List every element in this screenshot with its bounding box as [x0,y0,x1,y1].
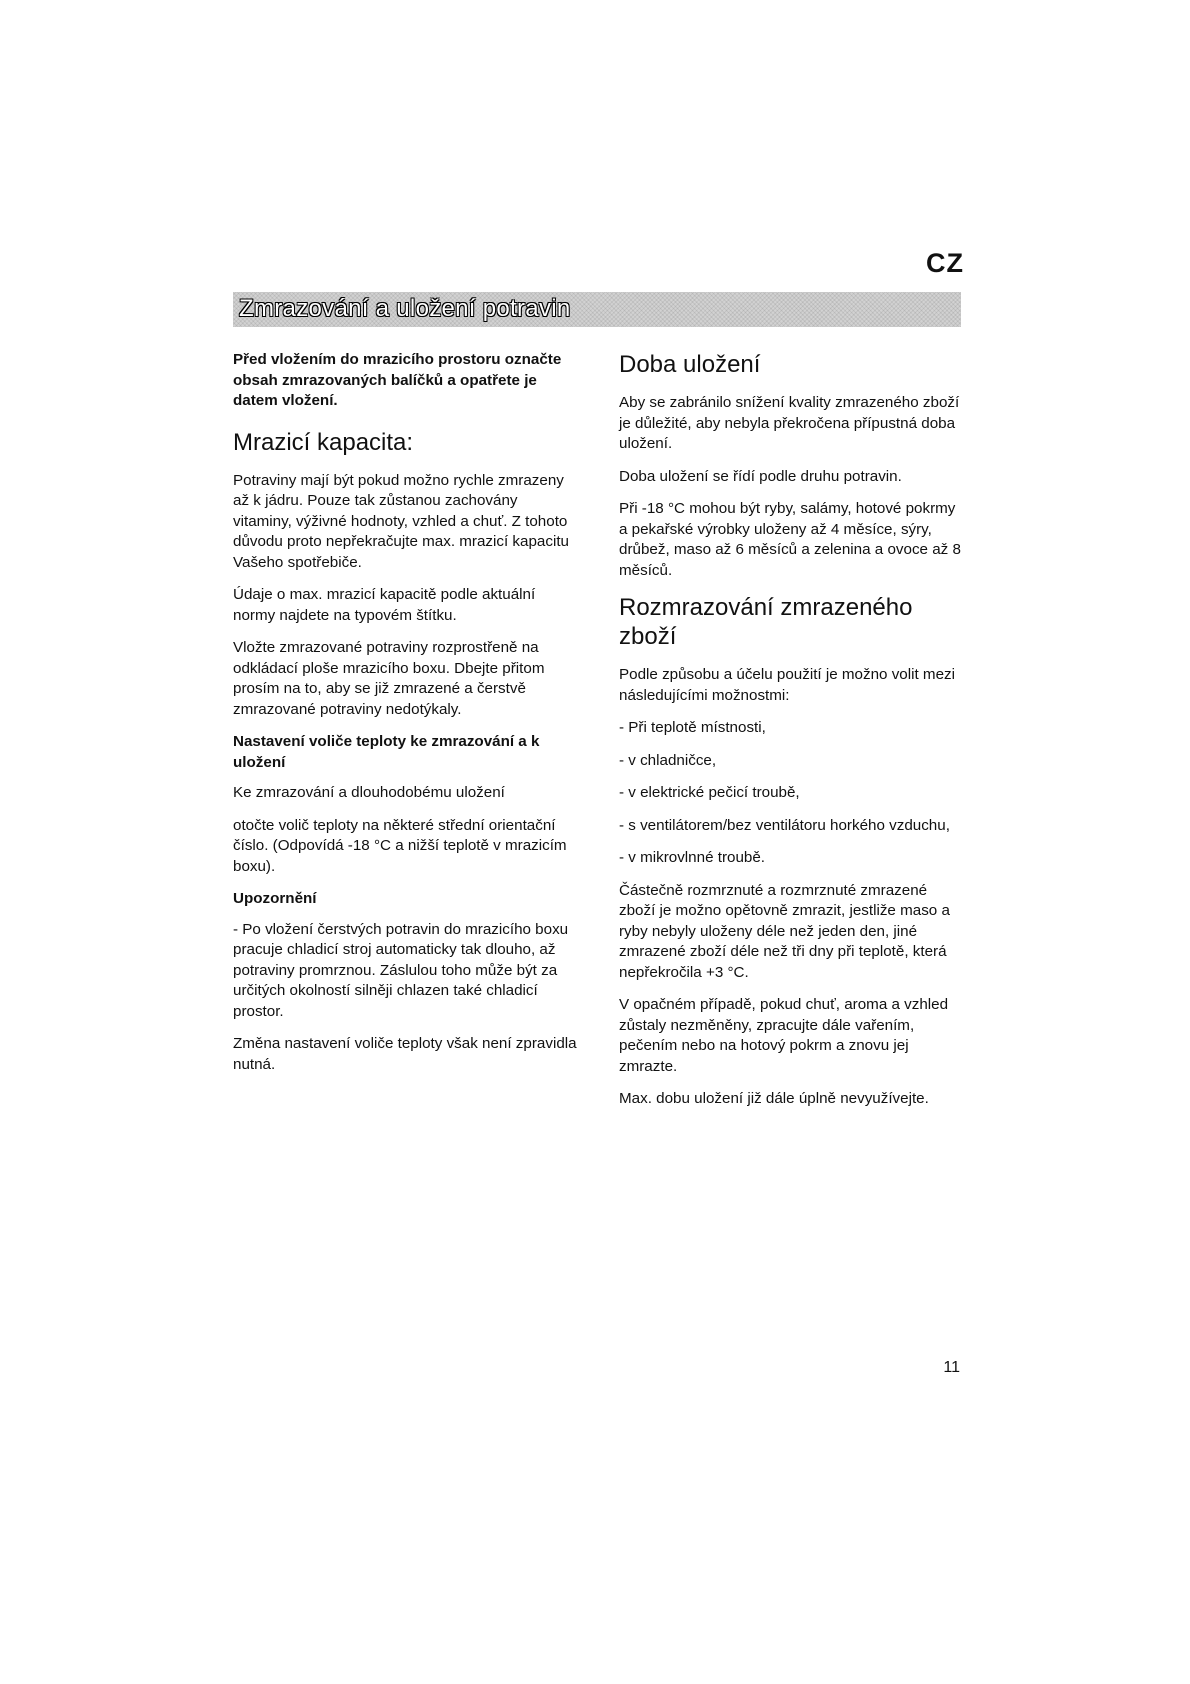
list-item: - v mikrovlnné troubě. [619,849,766,866]
paragraph: Změna nastavení voliče teploty však není zpravidla nutná. [233,1035,577,1073]
paragraph: Max. dobu uložení již dále úplně nevyužívejte. [619,1090,929,1107]
paragraph: V opačném případě, pokud chuť, aroma a vzhled zůstaly nezměněny, zpracujte dále vařením, pečením nebo na hotový pokrm a znovu jej zmrazte. [619,996,949,1075]
subheading-notice: Upozornění [233,890,317,907]
language-code: CZ [926,248,964,278]
paragraph: Údaje o max. mrazicí kapacitě podle aktuální normy najdete na typovém štítku. [233,586,536,624]
right-column [619,350,964,1122]
heading-storage-time: Doba uložení [619,351,761,378]
paragraph: Potraviny mají být pokud možno rychle zmrazeny až k jádru. Pouze tak zůstanou zachovány vitaminy, výživné hodnoty, vzhled a chuť. Z tohoto důvodu proto nepřekračujte max. mrazicí kapacitu Vašeho spotřebiče. [233,471,569,571]
list-item: - s ventilátorem/bez ventilátoru horkého vzduchu, [619,816,950,834]
paragraph: Ke zmrazování a dlouhodobému uložení [233,784,505,801]
heading-thawing: Rozmrazování zmrazeného zboží [619,594,913,650]
page-title: Zmrazování a uložení potravin [239,295,571,322]
subheading-temperature-selector: Nastavení voliče teploty ke zmrazování a k uložení [233,733,540,771]
section-banner [233,292,961,327]
intro-paragraph: Před vložením do mrazicího prostoru označte obsah zmrazovaných balíčků a opatřete je datem vložení. [233,351,562,409]
list-item: - v chladničce, [619,751,717,769]
list-item: - Při teplotě místnosti, [619,719,766,736]
paragraph: otočte volič teploty na některé střední orientační číslo. (Odpovídá -18 °C a nižší teplotě v mrazicím boxu). [233,816,567,875]
paragraph: - Po vložení čerstvých potravin do mrazicího boxu pracuje chladicí stroj automaticky tak dlouho, až potraviny promrznou. Záslulou toho může být za určitých okolností silněji chlazen také chladicí prostor. [233,920,569,1020]
page-number: 11 [943,1359,960,1376]
paragraph: Při -18 °C mohou být ryby, salámy, hotové pokrmy a pekařské výrobky uloženy až 4 měsíce, sýry, drůbež, maso až 6 měsíců a zelenina a ovoce až 8 měsíců. [619,500,961,579]
paragraph: Částečně rozmrznuté a rozmrznuté zmrazené zboží je možno opětovně zmrazit, jestliže maso a ryby nebyly uloženy déle než jeden den, jiné zmrazené zboží déle než tři dny při teplotě, která nepřekročila +3 °C. [619,881,950,981]
paragraph: Vložte zmrazované potraviny rozprostřeně na odkládací ploše mrazicího boxu. Dbejte přitom prosím na to, aby se již zmrazené a čerstvě zmrazované potraviny nedotýkaly. [233,639,545,718]
paragraph: Podle způsobu a účelu použití je možno volit mezi následujícími možnostmi: [619,666,956,704]
paragraph: Doba uložení se řídí podle druhu potravin. [619,467,902,485]
paragraph: Aby se zabránilo snížení kvality zmrazeného zboží je důležité, aby nebyla překročena přípustná doba uložení. [619,394,960,452]
left-column [233,350,578,1087]
list-item: - v elektrické pečicí troubě, [619,784,800,801]
heading-freezing-capacity: Mrazicí kapacita: [233,428,414,456]
